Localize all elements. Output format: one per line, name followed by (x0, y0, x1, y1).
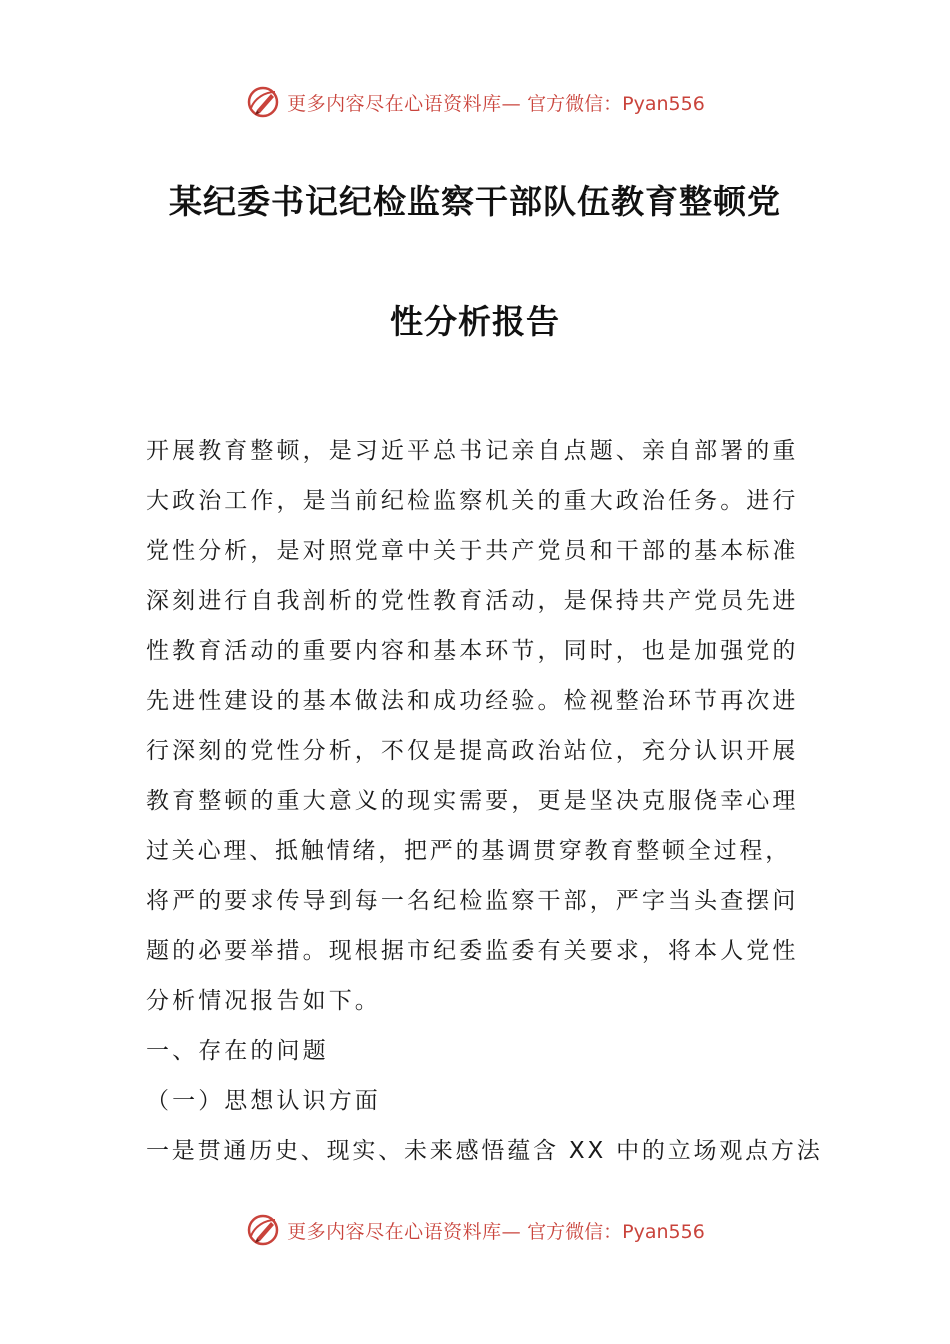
body-line: 开展教育整顿，是习近平总书记亲自点题、亲自部署的重 (146, 438, 799, 464)
wechat-contact-text: 官方微信：Pyan556 (527, 92, 705, 115)
wechat-contact-text: 官方微信：Pyan556 (527, 1220, 705, 1243)
body-line: 党性分析，是对照党章中关于共产党员和干部的基本标准 (146, 538, 799, 564)
body-line: 行深刻的党性分析，不仅是提高政治站位，充分认识开展 (146, 738, 799, 764)
document-title-line-2: 性分析报告 (390, 302, 560, 341)
body-line: 过关心理、抵触情绪，把严的基调贯穿教育整顿全过程， (146, 838, 791, 864)
document-body (146, 426, 823, 1176)
site-name-text: 更多内容尽在心语资料库— (287, 92, 522, 115)
footer-banner (0, 1210, 950, 1250)
body-line: 分析情况报告如下。 (146, 988, 381, 1014)
body-line: 题的必要举措。现根据市纪委监委有关要求，将本人党性 (146, 938, 799, 964)
pen-circle-logo-icon (245, 1212, 281, 1248)
body-line: 先进性建设的基本做法和成功经验。检视整治环节再次进 (146, 688, 799, 714)
body-line: 一是贯通历史、现实、未来感悟蕴含 XX 中的立场观点方法 (146, 1138, 823, 1164)
body-line: 深刻进行自我剖析的党性教育活动，是保持共产党员先进 (146, 588, 799, 614)
body-line: 性教育活动的重要内容和基本环节，同时，也是加强党的 (146, 638, 799, 664)
pen-circle-logo-icon (245, 84, 281, 120)
section-heading: 一、存在的问题 (146, 1038, 329, 1064)
body-line: 教育整顿的重大意义的现实需要，更是坚决克服侥幸心理 (146, 788, 799, 814)
subsection-heading: （一）思想认识方面 (146, 1088, 381, 1114)
header-banner (0, 82, 950, 122)
site-name-text: 更多内容尽在心语资料库— (287, 1220, 522, 1243)
body-line: 将严的要求传导到每一名纪检监察干部，严字当头查摆问 (146, 888, 799, 914)
body-line: 大政治工作，是当前纪检监察机关的重大政治任务。进行 (146, 488, 799, 514)
document-title-line-1: 某纪委书记纪检监察干部队伍教育整顿党 (169, 182, 781, 221)
